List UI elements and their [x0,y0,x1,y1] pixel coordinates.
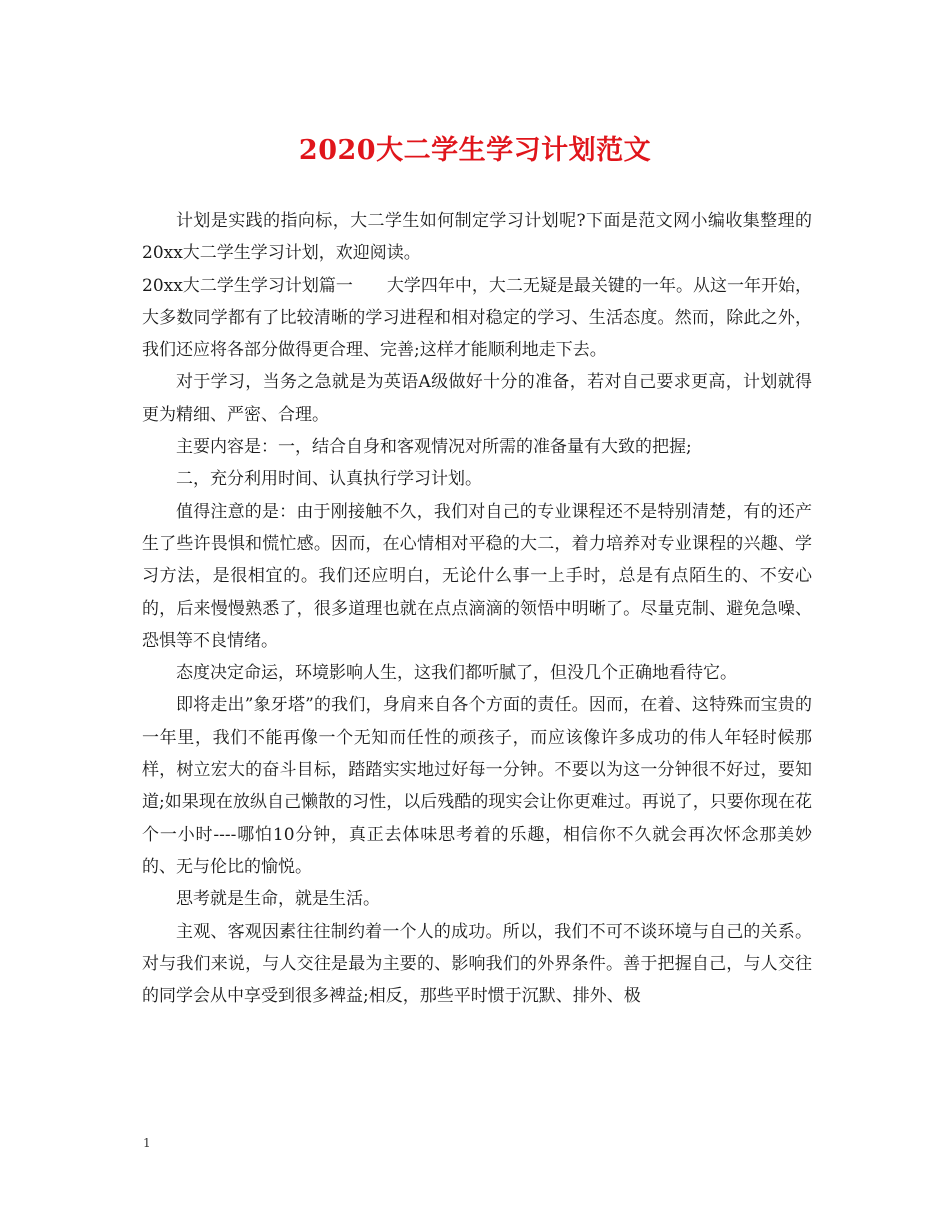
paragraph-thinking: 思考就是生命，就是生活。 [176,889,380,910]
paragraph-main-content: 主要内容是：一，结合自身和客观情况对所需的准备量有大致的把握; [176,437,692,458]
paragraph-attitude: 态度决定命运，环境影响人生，这我们都听腻了，但没几个正确地看待它。 [176,663,737,684]
paragraph-ivory-tower: 即将走出”象牙塔”的我们，身肩来自各个方面的责任。因而，在着、这特殊而宝贵的一年里，我们不能再像一个无知而任性的顽孩子，而应该像许多成功的伟人年轻时候那样，树立宏大的奋斗目标，踏踏实实地过好每一分钟。不要以为这一分钟很不好过，要知道;如果现在放纵自己懒散的习性，以后残酷的现实会让你更难过。再说了，只要你现在花个一小时----哪怕10分钟，真正去体味思考着的乐趣，相信你不久就会再次怀念那美妙的、无与伦比的愉悦。 [142,695,812,877]
document-title: 2020大二学生学习计划范文 [298,135,652,166]
paragraph-point-two: 二，充分利用时间、认真执行学习计划。 [176,469,482,490]
paragraph-plan-one: 20xx大二学生学习计划篇一 大学四年中，大二无疑是最关键的一年。从这一年开始，大多数同学都有了比较清晰的学习进程和相对稳定的学习、生活态度。然而，除此之外，我们还应将各部分做得更合理、完善;这样才能顺利地走下去。 [142,275,812,361]
document-body [142,205,812,1012]
paragraph-environment: 主观、客观因素往往制约着一个人的成功。所以，我们不可不谈环境与自己的关系。对与我们来说，与人交往是最为主要的、影响我们的外界条件。善于把握自己，与人交往的同学会从中享受到很多裨益;相反，那些平时惯于沉默、排外、极 [142,921,812,1007]
page-number: 1 [143,1136,151,1150]
paragraph-study-goal: 对于学习，当务之急就是为英语A级做好十分的准备，若对自己要求更高，计划就得更为精细、严密、合理。 [142,372,812,425]
paragraph-intro: 计划是实践的指向标，大二学生如何制定学习计划呢?下面是范文网小编收集整理的20xx大二学生学习计划，欢迎阅读。 [142,211,812,264]
paragraph-attention: 值得注意的是：由于刚接触不久，我们对自己的专业课程还不是特别清楚，有的还产生了些许畏惧和慌忙感。因而，在心情相对平稳的大二，着力培养对专业课程的兴趣、学习方法，是很相宜的。我们还应明白，无论什么事一上手时，总是有点陌生的、不安心的，后来慢慢熟悉了，很多道理也就在点点滴滴的领悟中明晰了。尽量克制、避免急噪、恐惧等不良情绪。 [142,501,812,651]
